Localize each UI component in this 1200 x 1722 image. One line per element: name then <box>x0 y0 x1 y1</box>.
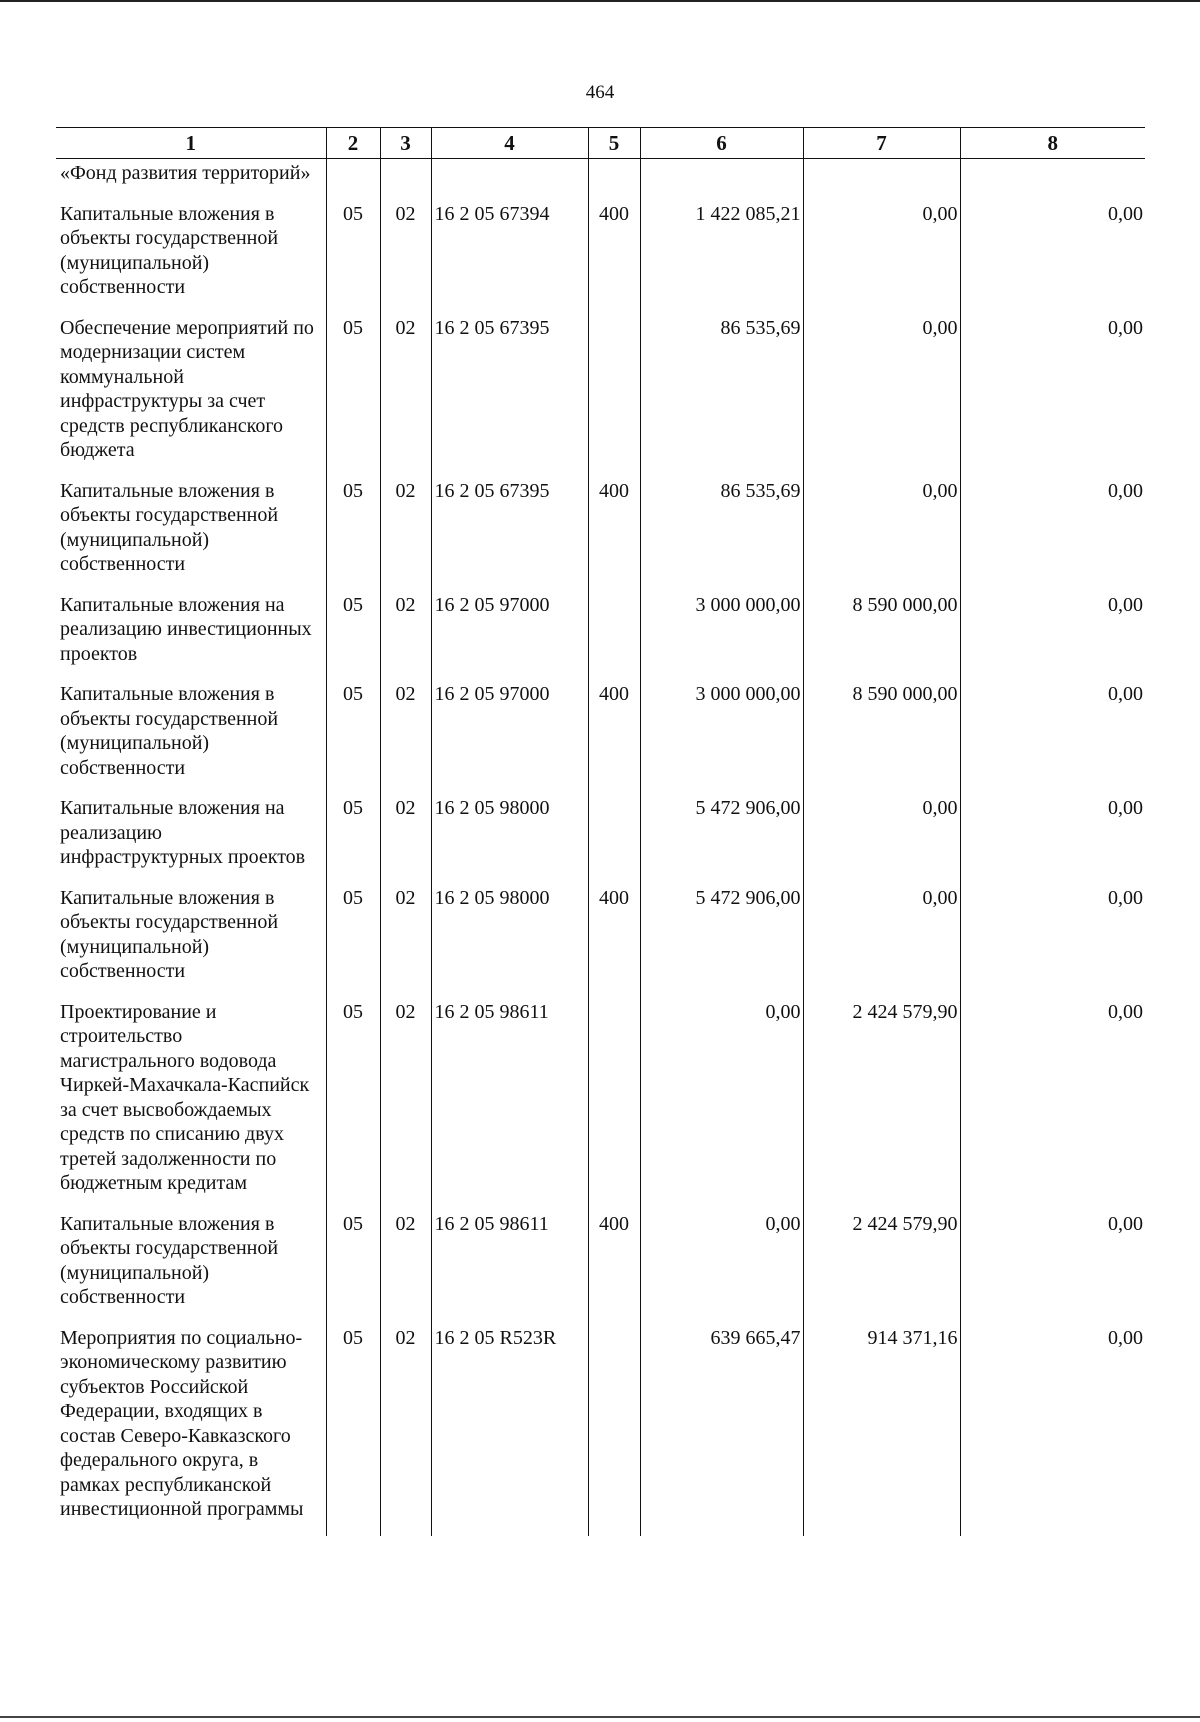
subsection-code: 02 <box>380 200 431 314</box>
amount-col-7: 8 590 000,00 <box>803 591 960 681</box>
subsection-code: 02 <box>380 884 431 998</box>
subsection-code: 02 <box>380 680 431 794</box>
amount-col-8: 0,00 <box>960 884 1145 998</box>
table-row <box>56 591 1145 681</box>
amount-col-6: 86 535,69 <box>640 477 803 591</box>
subsection-code: 02 <box>380 591 431 681</box>
amount-col-6: 0,00 <box>640 1210 803 1324</box>
subsection-code: 02 <box>380 1324 431 1536</box>
expense-type-code <box>588 1324 640 1536</box>
column-header-3: 3 <box>380 128 431 159</box>
target-article-code: 16 2 05 67394 <box>431 200 588 314</box>
section-code: 05 <box>326 794 380 884</box>
subsection-code: 02 <box>380 1210 431 1324</box>
amount-col-8: 0,00 <box>960 200 1145 314</box>
section-code: 05 <box>326 884 380 998</box>
page-bottom-border <box>0 1716 1200 1718</box>
amount-col-6: 639 665,47 <box>640 1324 803 1536</box>
expense-type-code: 400 <box>588 477 640 591</box>
section-code: 05 <box>326 314 380 477</box>
target-article-code: 16 2 05 98611 <box>431 1210 588 1324</box>
section-code: 05 <box>326 1324 380 1536</box>
table-header-row <box>56 128 1145 159</box>
target-article-code: 16 2 05 R523R <box>431 1324 588 1536</box>
section-code: 05 <box>326 591 380 681</box>
amount-col-8: 0,00 <box>960 1324 1145 1536</box>
row-description: Капитальные вложения в объекты государственной (муниципальной) собственности <box>60 683 279 779</box>
amount-col-7: 0,00 <box>803 314 960 477</box>
amount-col-7: 2 424 579,90 <box>803 998 960 1210</box>
column-header-6: 6 <box>640 128 803 159</box>
amount-col-8: 0,00 <box>960 591 1145 681</box>
page-number: 464 <box>585 82 615 103</box>
expense-type-code <box>588 998 640 1210</box>
expense-type-code <box>588 314 640 477</box>
section-code <box>326 159 380 200</box>
row-description: Капитальные вложения в объекты государственной (муниципальной) собственности <box>60 1212 279 1308</box>
row-description: Обеспечение мероприятий по модернизации систем коммунальной инфраструктуры за счет средств республиканского бюджета <box>60 316 314 461</box>
expense-type-code: 400 <box>588 680 640 794</box>
row-description: Мероприятия по социально-экономическому развитию субъектов Российской Федерации, входящих в состав Северо-Кавказского федерального округа, в рамках республиканской инвестиционной программы <box>60 1326 304 1520</box>
amount-col-7: 0,00 <box>803 200 960 314</box>
subsection-code: 02 <box>380 477 431 591</box>
amount-col-7: 2 424 579,90 <box>803 1210 960 1324</box>
target-article-code: 16 2 05 97000 <box>431 591 588 681</box>
column-header-4: 4 <box>431 128 588 159</box>
row-description: Капитальные вложения в объекты государственной (муниципальной) собственности <box>60 479 279 575</box>
table-row <box>56 998 1145 1210</box>
table-row <box>56 159 1145 200</box>
expense-type-code: 400 <box>588 1210 640 1324</box>
row-description: Проектирование и строительство магистрального водовода Чиркей-Махачкала-Каспийск за счет высвобождаемых средств по списанию двух третей задолженности по бюджетным кредитам <box>60 1000 310 1194</box>
amount-col-6: 5 472 906,00 <box>640 794 803 884</box>
row-description: Капитальные вложения в объекты государственной (муниципальной) собственности <box>60 202 279 298</box>
row-description: Капитальные вложения на реализацию инфраструктурных проектов <box>60 797 306 868</box>
subsection-code <box>380 159 431 200</box>
amount-col-7: 8 590 000,00 <box>803 680 960 794</box>
table-row <box>56 884 1145 998</box>
expense-type-code: 400 <box>588 200 640 314</box>
table-row <box>56 200 1145 314</box>
column-header-1: 1 <box>56 128 326 159</box>
amount-col-8: 0,00 <box>960 998 1145 1210</box>
page-top-border <box>0 0 1200 2</box>
amount-col-6 <box>640 159 803 200</box>
amount-col-8: 0,00 <box>960 794 1145 884</box>
expense-type-code <box>588 591 640 681</box>
target-article-code: 16 2 05 98000 <box>431 884 588 998</box>
section-code: 05 <box>326 477 380 591</box>
row-description: «Фонд развития территорий» <box>60 162 311 184</box>
amount-col-6: 3 000 000,00 <box>640 591 803 681</box>
amount-col-7 <box>803 159 960 200</box>
column-header-8: 8 <box>960 128 1145 159</box>
target-article-code: 16 2 05 98000 <box>431 794 588 884</box>
amount-col-7: 914 371,16 <box>803 1324 960 1536</box>
amount-col-8: 0,00 <box>960 477 1145 591</box>
table-row <box>56 477 1145 591</box>
amount-col-7: 0,00 <box>803 794 960 884</box>
budget-table <box>56 127 1145 1536</box>
amount-col-6: 0,00 <box>640 998 803 1210</box>
table-row <box>56 680 1145 794</box>
amount-col-6: 86 535,69 <box>640 314 803 477</box>
table-row <box>56 794 1145 884</box>
amount-col-6: 5 472 906,00 <box>640 884 803 998</box>
section-code: 05 <box>326 998 380 1210</box>
table-row <box>56 1324 1145 1536</box>
target-article-code: 16 2 05 97000 <box>431 680 588 794</box>
amount-col-8: 0,00 <box>960 680 1145 794</box>
section-code: 05 <box>326 1210 380 1324</box>
target-article-code: 16 2 05 67395 <box>431 314 588 477</box>
subsection-code: 02 <box>380 998 431 1210</box>
target-article-code <box>431 159 588 200</box>
column-header-7: 7 <box>803 128 960 159</box>
amount-col-7: 0,00 <box>803 477 960 591</box>
table-row <box>56 314 1145 477</box>
expense-type-code <box>588 159 640 200</box>
amount-col-8: 0,00 <box>960 314 1145 477</box>
column-header-5: 5 <box>588 128 640 159</box>
table-row <box>56 1210 1145 1324</box>
row-description: Капитальные вложения на реализацию инвестиционных проектов <box>60 593 312 665</box>
target-article-code: 16 2 05 98611 <box>431 998 588 1210</box>
target-article-code: 16 2 05 67395 <box>431 477 588 591</box>
expense-type-code: 400 <box>588 884 640 998</box>
column-header-2: 2 <box>326 128 380 159</box>
section-code: 05 <box>326 680 380 794</box>
row-description: Капитальные вложения в объекты государственной (муниципальной) собственности <box>60 886 279 982</box>
amount-col-8 <box>960 159 1145 200</box>
subsection-code: 02 <box>380 794 431 884</box>
subsection-code: 02 <box>380 314 431 477</box>
expense-type-code <box>588 794 640 884</box>
amount-col-6: 3 000 000,00 <box>640 680 803 794</box>
amount-col-6: 1 422 085,21 <box>640 200 803 314</box>
amount-col-8: 0,00 <box>960 1210 1145 1324</box>
section-code: 05 <box>326 200 380 314</box>
amount-col-7: 0,00 <box>803 884 960 998</box>
table-body <box>56 159 1145 1536</box>
